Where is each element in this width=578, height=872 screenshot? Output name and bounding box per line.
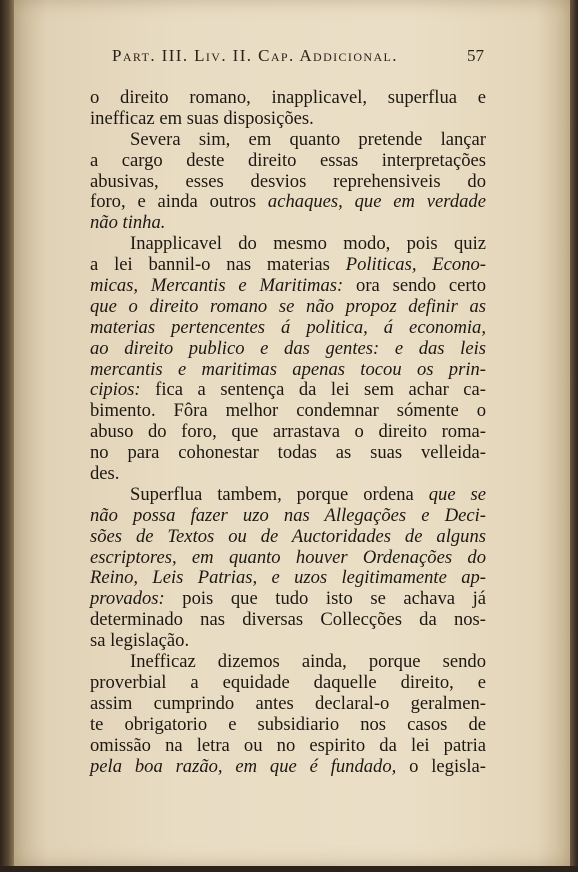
italic-text-segment: achaques, que em verdade xyxy=(267,191,486,213)
text-segment: abusivas, esses desvios reprehensiveis do xyxy=(90,170,486,192)
text-segment: proverbial a equidade daquelle direito, e xyxy=(90,671,486,693)
text-line xyxy=(90,673,486,694)
text-line xyxy=(90,757,486,778)
text-line xyxy=(90,297,486,318)
text-segment: inefficaz em suas disposições. xyxy=(90,107,314,129)
page-left-shadow xyxy=(0,0,14,872)
text-line xyxy=(90,130,486,151)
italic-text-segment: Politicas, Econo- xyxy=(345,254,486,276)
text-line xyxy=(90,360,486,381)
text-line xyxy=(90,527,486,548)
text-segment: fica a sentença da lei sem achar ca- xyxy=(140,379,486,401)
italic-text-segment: cipios: xyxy=(90,379,141,401)
text-line xyxy=(90,339,486,360)
text-segment: a cargo deste direito essas interpretações xyxy=(90,149,486,171)
text-line xyxy=(90,589,486,610)
text-line xyxy=(90,422,486,443)
text-line xyxy=(90,380,486,401)
text-line xyxy=(90,568,486,589)
text-line xyxy=(90,318,486,339)
text-segment: ora sendo certo xyxy=(343,275,486,297)
italic-text-segment: escriptores, em quanto houver Ordenações do xyxy=(90,546,486,568)
text-segment: te obrigatorio e subsidiario nos casos de xyxy=(90,713,486,735)
text-segment: determinado nas diversas Collecções da nos- xyxy=(90,609,486,631)
italic-text-segment: Reino, Leis Patrias, e uzos legitimamente ap- xyxy=(90,567,486,589)
text-line xyxy=(90,192,486,213)
text-segment: abuso do foro, que arrastava o direito roma- xyxy=(90,421,486,443)
text-line xyxy=(90,172,486,193)
text-segment: assim cumprindo antes declaral-o geralmen- xyxy=(90,692,486,714)
page-number: 57 xyxy=(467,46,484,65)
italic-text-segment: pela boa razão, em que é fundado, xyxy=(90,755,397,777)
text-segment: o direito romano, inapplicavel, superflua e xyxy=(90,87,486,108)
italic-text-segment: que o direito romano se não propoz definir as xyxy=(90,295,486,317)
text-line xyxy=(90,485,486,506)
text-line xyxy=(90,652,486,673)
italic-text-segment: que se xyxy=(428,483,486,505)
text-line xyxy=(90,631,486,652)
italic-text-segment: mercantis e maritimas apenas tocou os prin- xyxy=(90,358,486,380)
text-line xyxy=(90,464,486,485)
text-line xyxy=(90,610,486,631)
italic-text-segment: provados: xyxy=(90,588,165,610)
text-segment: Inapplicavel do mesmo modo, pois quiz xyxy=(130,233,486,255)
italic-text-segment: não possa fazer uzo nas Allegações e Deci- xyxy=(90,504,486,526)
italic-text-segment: micas, Mercantis e Maritimas: xyxy=(90,275,344,297)
text-line xyxy=(90,213,486,234)
italic-text-segment: ao direito publico e das gentes: e das leis xyxy=(90,337,486,359)
text-line xyxy=(90,276,486,297)
text-line xyxy=(90,548,486,569)
italic-text-segment: não tinha. xyxy=(90,212,166,234)
text-segment: o legisla- xyxy=(396,755,486,777)
text-segment: bimento. Fôra melhor condemnar sómente o xyxy=(90,400,486,422)
text-line xyxy=(90,694,486,715)
text-segment: foro, e ainda outros xyxy=(90,191,268,213)
text-line xyxy=(90,506,486,527)
running-header xyxy=(112,46,488,72)
text-line xyxy=(90,401,486,422)
italic-text-segment: sões de Textos ou de Auctoridades de alguns xyxy=(90,525,486,547)
page-bottom-shadow xyxy=(0,866,578,872)
text-line xyxy=(90,443,486,464)
text-segment: omissão na letra ou no espirito da lei patria xyxy=(90,734,486,756)
text-segment: a lei bannil-o nas materias xyxy=(90,254,346,276)
text-segment: pois que tudo isto se achava já xyxy=(164,588,486,610)
text-segment: Inefficaz dizemos ainda, porque sendo xyxy=(130,651,486,673)
text-line xyxy=(90,736,486,757)
text-segment: no para cohonestar todas as suas velleida- xyxy=(90,442,486,464)
italic-text-segment: materias pertencentes á politica, á economia, xyxy=(90,316,486,338)
text-line xyxy=(90,234,486,255)
text-segment: Severa sim, em quanto pretende lançar xyxy=(130,128,486,150)
text-line xyxy=(90,715,486,736)
text-line xyxy=(90,88,486,109)
body-text xyxy=(90,88,486,777)
text-line xyxy=(90,151,486,172)
running-title: Part. III. Liv. II. Cap. Addicional. xyxy=(112,46,398,65)
text-segment: des. xyxy=(90,463,120,485)
text-segment: sa legislação. xyxy=(90,630,190,652)
text-line xyxy=(90,109,486,130)
page-right-shadow xyxy=(570,0,578,872)
text-segment: Superflua tambem, porque ordena xyxy=(130,483,429,505)
text-line xyxy=(90,255,486,276)
